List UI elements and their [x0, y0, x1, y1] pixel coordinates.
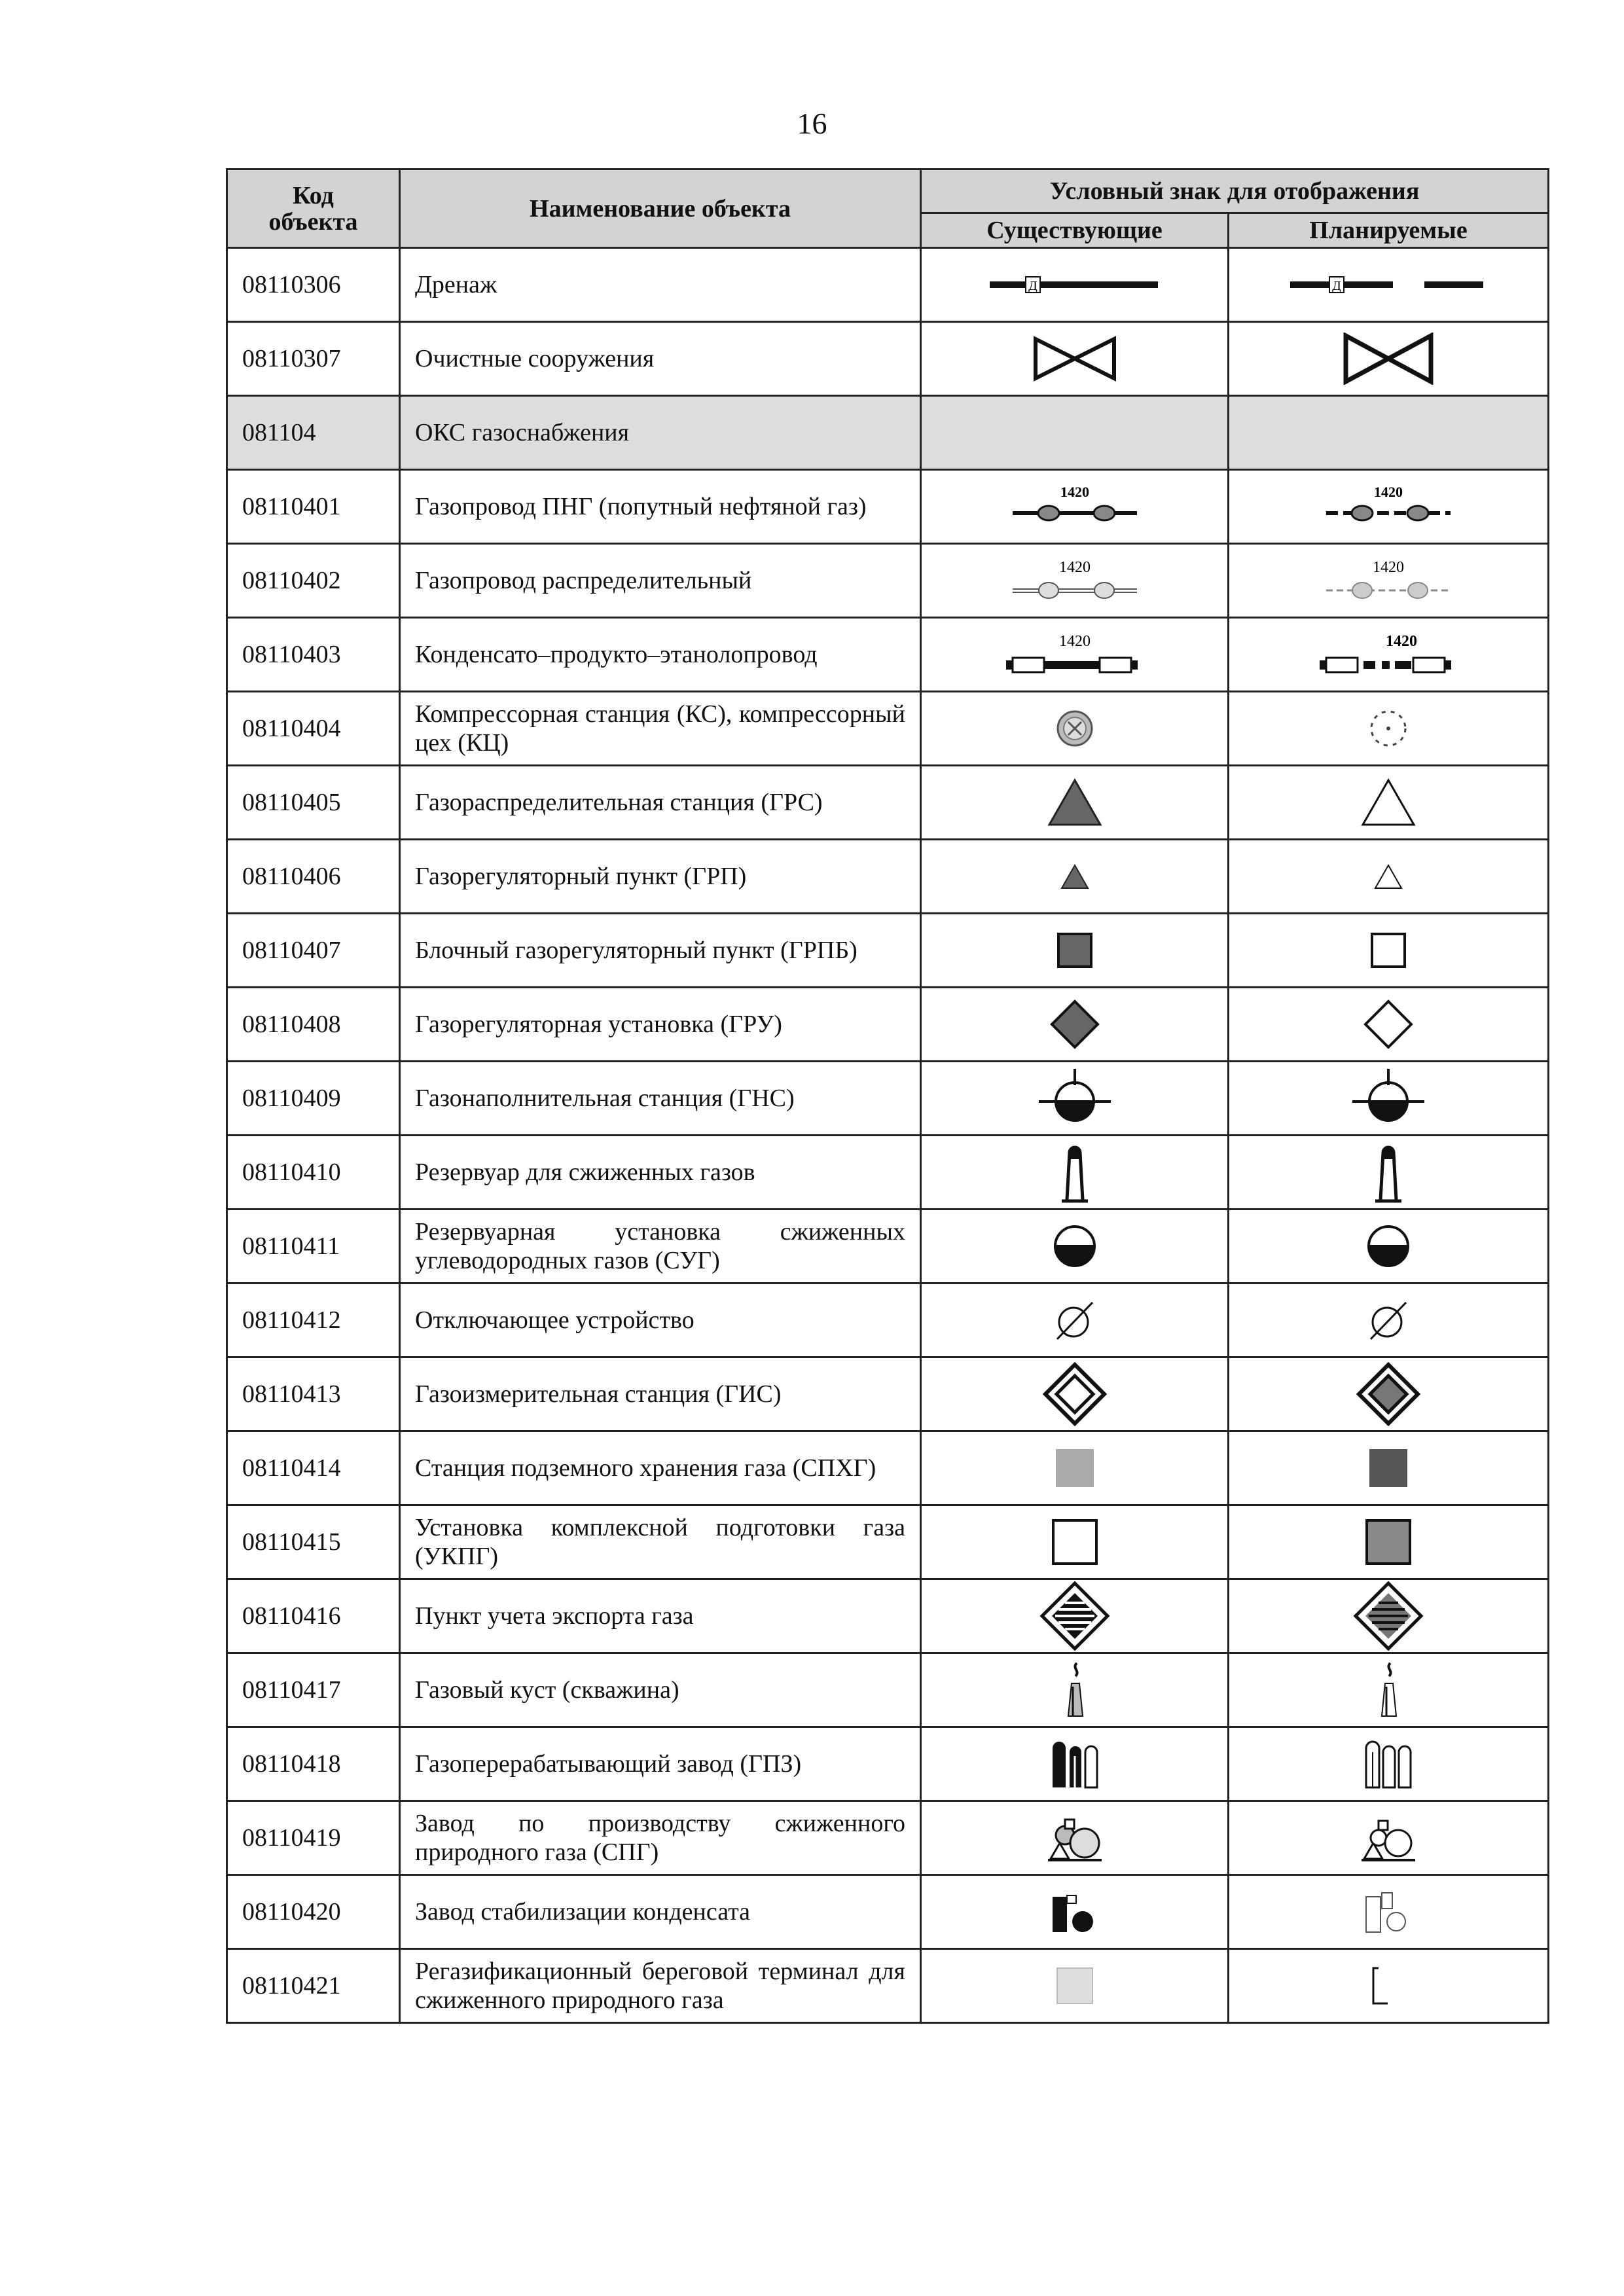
object-name: Резервуарная установка сжиженных углеводородных газов (СУГ) [400, 1210, 921, 1283]
table-row [227, 1949, 1549, 2023]
planned-symbol-cell [1229, 1357, 1549, 1431]
tank-existing-icon [1055, 1139, 1094, 1205]
table-row [227, 914, 1549, 988]
table-row [227, 692, 1549, 766]
pipe-png-planned-icon [1323, 484, 1454, 529]
object-code: 08110410 [227, 1136, 400, 1210]
symbol-label: Д [1028, 279, 1038, 293]
table-row [227, 988, 1549, 1062]
table-row [227, 1357, 1549, 1431]
symbol-label: 1420 [1386, 633, 1417, 650]
header-code [227, 170, 400, 248]
pipe-cond-planned-icon [1316, 632, 1460, 677]
object-name: Газопровод распределительный [400, 544, 921, 618]
drain-planned-icon [1290, 272, 1487, 298]
object-name: Блочный газорегуляторный пункт (ГРПБ) [400, 914, 921, 988]
regas-existing-icon [1052, 1963, 1098, 2009]
spg-planned-icon [1359, 1812, 1418, 1864]
existing-symbol-cell [921, 1210, 1229, 1283]
triangle-large-existing-icon [1045, 776, 1104, 829]
tank-planned-icon [1369, 1139, 1408, 1205]
table-row [227, 470, 1549, 544]
planned-symbol-cell [1229, 840, 1549, 914]
object-code: 08110401 [227, 470, 400, 544]
planned-symbol-cell [1229, 1283, 1549, 1357]
pipe-png-existing-icon [1009, 484, 1140, 529]
planned-symbol-cell [1229, 248, 1549, 322]
export-planned-icon [1352, 1580, 1424, 1652]
existing-symbol-cell [921, 248, 1229, 322]
table-row [227, 1801, 1549, 1875]
symbol-label: Д [1332, 279, 1341, 293]
stab-existing-icon [1049, 1889, 1101, 1935]
header-symbol-group: Условный знак для отображения [921, 170, 1549, 213]
table-row [227, 544, 1549, 618]
triangle-small-planned-icon [1372, 862, 1405, 891]
object-code: 08110418 [227, 1727, 400, 1801]
existing-symbol-cell [921, 1505, 1229, 1579]
square-planned-icon [1369, 931, 1408, 970]
well-planned-icon [1372, 1660, 1405, 1719]
existing-symbol-cell [921, 618, 1229, 692]
existing-symbol-cell [921, 1283, 1229, 1357]
gpz-planned-icon [1362, 1738, 1415, 1790]
object-name: Станция подземного хранения газа (СПХГ) [400, 1431, 921, 1505]
object-code: 08110417 [227, 1653, 400, 1727]
pipe-dist-planned-icon [1323, 558, 1454, 603]
object-name: Газоизмерительная станция (ГИС) [400, 1357, 921, 1431]
object-name: Газорегуляторная установка (ГРУ) [400, 988, 921, 1062]
triangle-large-planned-icon [1359, 776, 1418, 829]
compressor-planned-icon [1365, 706, 1411, 751]
existing-symbol-cell [921, 1062, 1229, 1136]
drain-existing-icon [990, 272, 1160, 298]
object-code: 08110419 [227, 1801, 400, 1875]
object-name: Завод стабилизации конденсата [400, 1875, 921, 1949]
table-row [227, 618, 1549, 692]
object-name: Газопровод ПНГ (попутный нефтяной газ) [400, 470, 921, 544]
export-existing-icon [1039, 1580, 1111, 1652]
object-code: 08110403 [227, 618, 400, 692]
object-code: 08110404 [227, 692, 400, 766]
table-row [227, 1210, 1549, 1283]
regas-planned-icon [1365, 1963, 1411, 2009]
table-row [227, 1653, 1549, 1727]
table-row [227, 1431, 1549, 1505]
table-row [227, 248, 1549, 322]
object-name: ОКС газоснабжения [400, 396, 921, 470]
object-code: 08110420 [227, 1875, 400, 1949]
object-code: 081104 [227, 396, 400, 470]
planned-symbol-cell [1229, 692, 1549, 766]
header-existing: Существующие [921, 213, 1229, 248]
object-code: 08110415 [227, 1505, 400, 1579]
planned-symbol-cell [1229, 766, 1549, 840]
planned-symbol-cell [1229, 988, 1549, 1062]
existing-symbol-cell [921, 988, 1229, 1062]
shutoff-existing-icon [1052, 1297, 1098, 1343]
symbol-label: 1420 [1373, 559, 1404, 576]
existing-symbol-cell [921, 1579, 1229, 1653]
table-row [227, 1283, 1549, 1357]
object-name: Газораспределительная станция (ГРС) [400, 766, 921, 840]
pipe-dist-existing-icon [1009, 558, 1140, 603]
pipe-cond-existing-icon [1003, 632, 1147, 677]
object-code: 08110402 [227, 544, 400, 618]
existing-symbol-cell [921, 692, 1229, 766]
object-name: Газорегуляторный пункт (ГРП) [400, 840, 921, 914]
table-row [227, 322, 1549, 396]
object-name: Конденсато–продукто–этанолопровод [400, 618, 921, 692]
object-code: 08110411 [227, 1210, 400, 1283]
existing-symbol-cell [921, 1357, 1229, 1431]
well-existing-icon [1058, 1660, 1091, 1719]
square-existing-icon [1055, 931, 1094, 970]
gns-existing-icon [1039, 1069, 1111, 1128]
symbol-label: 1420 [1374, 484, 1403, 500]
object-code: 08110405 [227, 766, 400, 840]
gns-planned-icon [1352, 1069, 1424, 1128]
existing-symbol-cell [921, 1136, 1229, 1210]
planned-symbol-cell [1229, 1875, 1549, 1949]
spg-existing-icon [1045, 1812, 1104, 1864]
table-row [227, 766, 1549, 840]
symbol-label: 1420 [1060, 484, 1089, 500]
object-name: Резервуар для сжиженных газов [400, 1136, 921, 1210]
existing-symbol-cell [921, 470, 1229, 544]
existing-symbol-cell [921, 1727, 1229, 1801]
planned-symbol-cell [1229, 914, 1549, 988]
table-row [227, 1579, 1549, 1653]
stab-planned-icon [1362, 1889, 1415, 1935]
planned-symbol-cell [1229, 1136, 1549, 1210]
half-circle-existing-icon [1052, 1223, 1098, 1269]
existing-symbol-cell [921, 1801, 1229, 1875]
ukpg-planned-icon [1363, 1517, 1413, 1567]
sphg-planned-icon [1365, 1445, 1411, 1491]
object-name: Установка комплексной подготовки газа (УКПГ) [400, 1505, 921, 1579]
object-code: 08110421 [227, 1949, 400, 2023]
table-row [227, 1136, 1549, 1210]
existing-symbol-cell [921, 914, 1229, 988]
bowtie-planned-icon [1343, 332, 1434, 385]
object-name: Очистные сооружения [400, 322, 921, 396]
bowtie-existing-icon [1032, 336, 1117, 382]
table-row [227, 1505, 1549, 1579]
object-name: Дренаж [400, 248, 921, 322]
object-name: Компрессорная станция (КС), компрессорный цех (КЦ) [400, 692, 921, 766]
planned-symbol-cell [1229, 396, 1549, 470]
object-code: 08110306 [227, 248, 400, 322]
object-code: 08110406 [227, 840, 400, 914]
existing-symbol-cell [921, 766, 1229, 840]
compressor-existing-icon [1052, 706, 1098, 751]
planned-symbol-cell [1229, 618, 1549, 692]
existing-symbol-cell [921, 1875, 1229, 1949]
object-code: 08110413 [227, 1357, 400, 1431]
existing-symbol-cell [921, 322, 1229, 396]
table-row [227, 396, 1549, 470]
half-circle-planned-icon [1365, 1223, 1411, 1269]
header-name: Наименование объекта [400, 170, 921, 248]
triangle-small-existing-icon [1058, 862, 1091, 891]
object-code: 08110414 [227, 1431, 400, 1505]
gis-planned-icon [1356, 1361, 1421, 1427]
object-name: Газовый куст (скважина) [400, 1653, 921, 1727]
gpz-existing-icon [1049, 1738, 1101, 1790]
symbol-label: 1420 [1058, 559, 1091, 576]
object-code: 08110412 [227, 1283, 400, 1357]
planned-symbol-cell [1229, 1062, 1549, 1136]
ukpg-existing-icon [1050, 1517, 1100, 1567]
table-row [227, 1727, 1549, 1801]
legend-table [226, 168, 1549, 2024]
symbol-label: 1420 [1058, 633, 1091, 650]
existing-symbol-cell [921, 1431, 1229, 1505]
object-name: Завод по производству сжиженного природного газа (СПГ) [400, 1801, 921, 1875]
table-row [227, 840, 1549, 914]
page-number: 16 [797, 107, 827, 140]
planned-symbol-cell [1229, 322, 1549, 396]
existing-symbol-cell [921, 1653, 1229, 1727]
shutoff-planned-icon [1365, 1297, 1411, 1343]
planned-symbol-cell [1229, 1949, 1549, 2023]
object-code: 08110409 [227, 1062, 400, 1136]
planned-symbol-cell [1229, 1505, 1549, 1579]
header-code-label: Код объекта [268, 181, 358, 236]
header-planned: Планируемые [1229, 213, 1549, 248]
existing-symbol-cell [921, 840, 1229, 914]
table-row [227, 1875, 1549, 1949]
object-name: Регазификационный береговой терминал для сжиженного природного газа [400, 1949, 921, 2023]
sphg-existing-icon [1052, 1445, 1098, 1491]
object-name: Пункт учета экспорта газа [400, 1579, 921, 1653]
diamond-existing-icon [1049, 998, 1101, 1050]
table-row [227, 1062, 1549, 1136]
object-code: 08110408 [227, 988, 400, 1062]
object-code: 08110407 [227, 914, 400, 988]
planned-symbol-cell [1229, 1727, 1549, 1801]
object-name: Газонаполнительная станция (ГНС) [400, 1062, 921, 1136]
object-name: Газоперерабатывающий завод (ГПЗ) [400, 1727, 921, 1801]
object-code: 08110307 [227, 322, 400, 396]
diamond-planned-icon [1362, 998, 1415, 1050]
gis-existing-icon [1042, 1361, 1108, 1427]
object-name: Отключающее устройство [400, 1283, 921, 1357]
existing-symbol-cell [921, 544, 1229, 618]
object-code: 08110416 [227, 1579, 400, 1653]
planned-symbol-cell [1229, 1801, 1549, 1875]
planned-symbol-cell [1229, 1210, 1549, 1283]
planned-symbol-cell [1229, 544, 1549, 618]
planned-symbol-cell [1229, 1579, 1549, 1653]
existing-symbol-cell [921, 1949, 1229, 2023]
planned-symbol-cell [1229, 1431, 1549, 1505]
existing-symbol-cell [921, 396, 1229, 470]
planned-symbol-cell [1229, 470, 1549, 544]
planned-symbol-cell [1229, 1653, 1549, 1727]
